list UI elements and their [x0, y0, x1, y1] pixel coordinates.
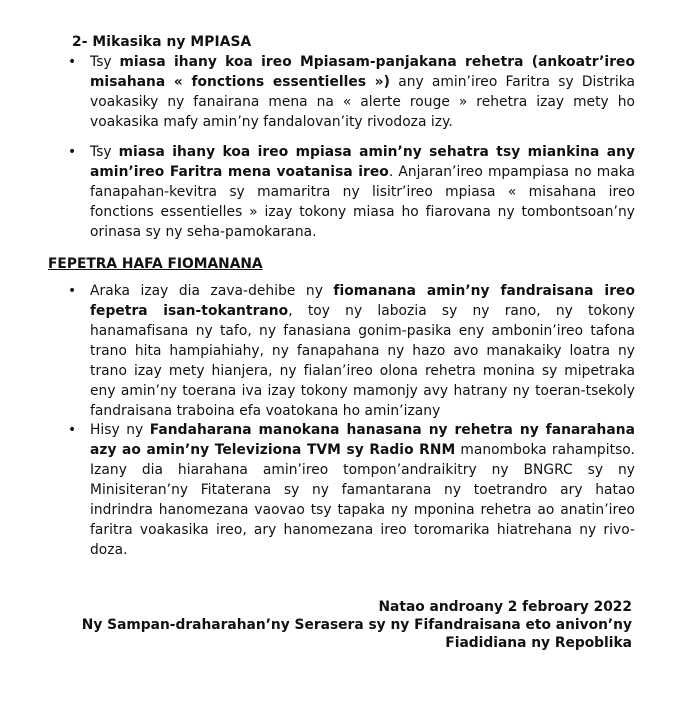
- text-run: any amin’ireo Faritra sy Distrika voakasiky ny fanairana mena na « alerte rouge » rehetra izay mety ho voakasika mafy amin’ny fandalovan’ity rivodoza izy.: [90, 74, 636, 130]
- paragraph-text: [90, 281, 635, 421]
- paragraph-text: [90, 142, 635, 242]
- bullet-dot-icon: •: [68, 283, 77, 299]
- section-title-fepetra: FEPETRA HAFA FIOMANANA: [48, 256, 263, 272]
- text-run: . Anjaran’ireo mpampiasa no maka fanapahan-kevitra sy mamaritra ny lisitr’ireo mpiasa « misahana ireo fonctions essentielles » izay tokony miasa ho fiarovana ny tombontsoan’ny orinasa sy ny seha-pamokarana.: [90, 164, 635, 240]
- bullet-dot-icon: •: [68, 144, 77, 160]
- bullet-item-household-measures: [68, 281, 636, 421]
- bullet-item-civil-servants: [68, 52, 636, 132]
- text-run-bold: Fandaharana manokana hanasana ny rehetra ny fanarahana azy ao amin’ny Televiziona TVM sy Radio RNM: [90, 422, 635, 458]
- bullet-item-private-sector: [68, 142, 635, 242]
- paragraph-text: [90, 52, 635, 132]
- text-run: Hisy ny: [90, 422, 150, 438]
- text-run: , toy ny labozia sy ny rano, ny tokony hanamafisana ny tafo, ny fanasiana gonim-pasika eny ambonin’ireo tafona trano hita hampiahiahy, ny fanapahana ny hazo avo manakaiky loatra ny trano izay mety hianjera, ny fialan’ireo olona rehetra monina sy mipetraka eny amin’ny toerana iva izay tokony mamonjy avy hatrany ny toeran-tsekoly fandraisana traboina efa voatokana ho amin’izany: [90, 303, 636, 419]
- text-run-bold: miasa ihany koa ireo Mpiasam-panjakana rehetra (ankoatr’ireo misahana « fonctions essentielles »): [90, 54, 635, 90]
- bullet-dot-icon: •: [68, 54, 77, 70]
- paragraph-text: [90, 420, 635, 560]
- text-run-bold: miasa ihany koa ireo mpiasa amin’ny sehatra tsy miankina any amin’ireo Faritra mena voatanisa ireo: [90, 144, 635, 180]
- section-heading-mpiasa: 2- Mikasika ny MPIASA: [72, 34, 252, 50]
- signature-office: Ny Sampan-draharahan’ny Serasera sy ny Fifandraisana eto anivon’ny: [81, 617, 632, 633]
- text-run: Tsy: [90, 54, 120, 70]
- text-run: Tsy: [90, 144, 119, 160]
- signature-block: [82, 598, 632, 652]
- signature-date: Natao androany 2 febroary 2022: [378, 599, 632, 615]
- text-run-bold: fiomanana amin’ny fandraisana ireo fepetra isan-tokantrano: [90, 283, 635, 319]
- bullet-dot-icon: •: [68, 422, 77, 438]
- signature-presidency: Fiadidiana ny Repoblika: [445, 635, 632, 651]
- text-run: Araka izay dia zava-dehibe ny: [90, 283, 334, 299]
- text-run: manomboka rahampitso. Izany dia hiarahana amin’ireo tompon’andraikitry ny BNGRC sy ny Minisiteran’ny Fitaterana sy ny famantarana ny toetrandro ary hatao indrindra hanomezana vaovao tsy tapaka ny mponina rehetra ao anatin’ireo faritra voakasika ireo, ary hanomezana ireo toromarika hiatrehana ny rivo-doza.: [90, 442, 635, 558]
- bullet-item-tv-radio-program: [68, 420, 635, 560]
